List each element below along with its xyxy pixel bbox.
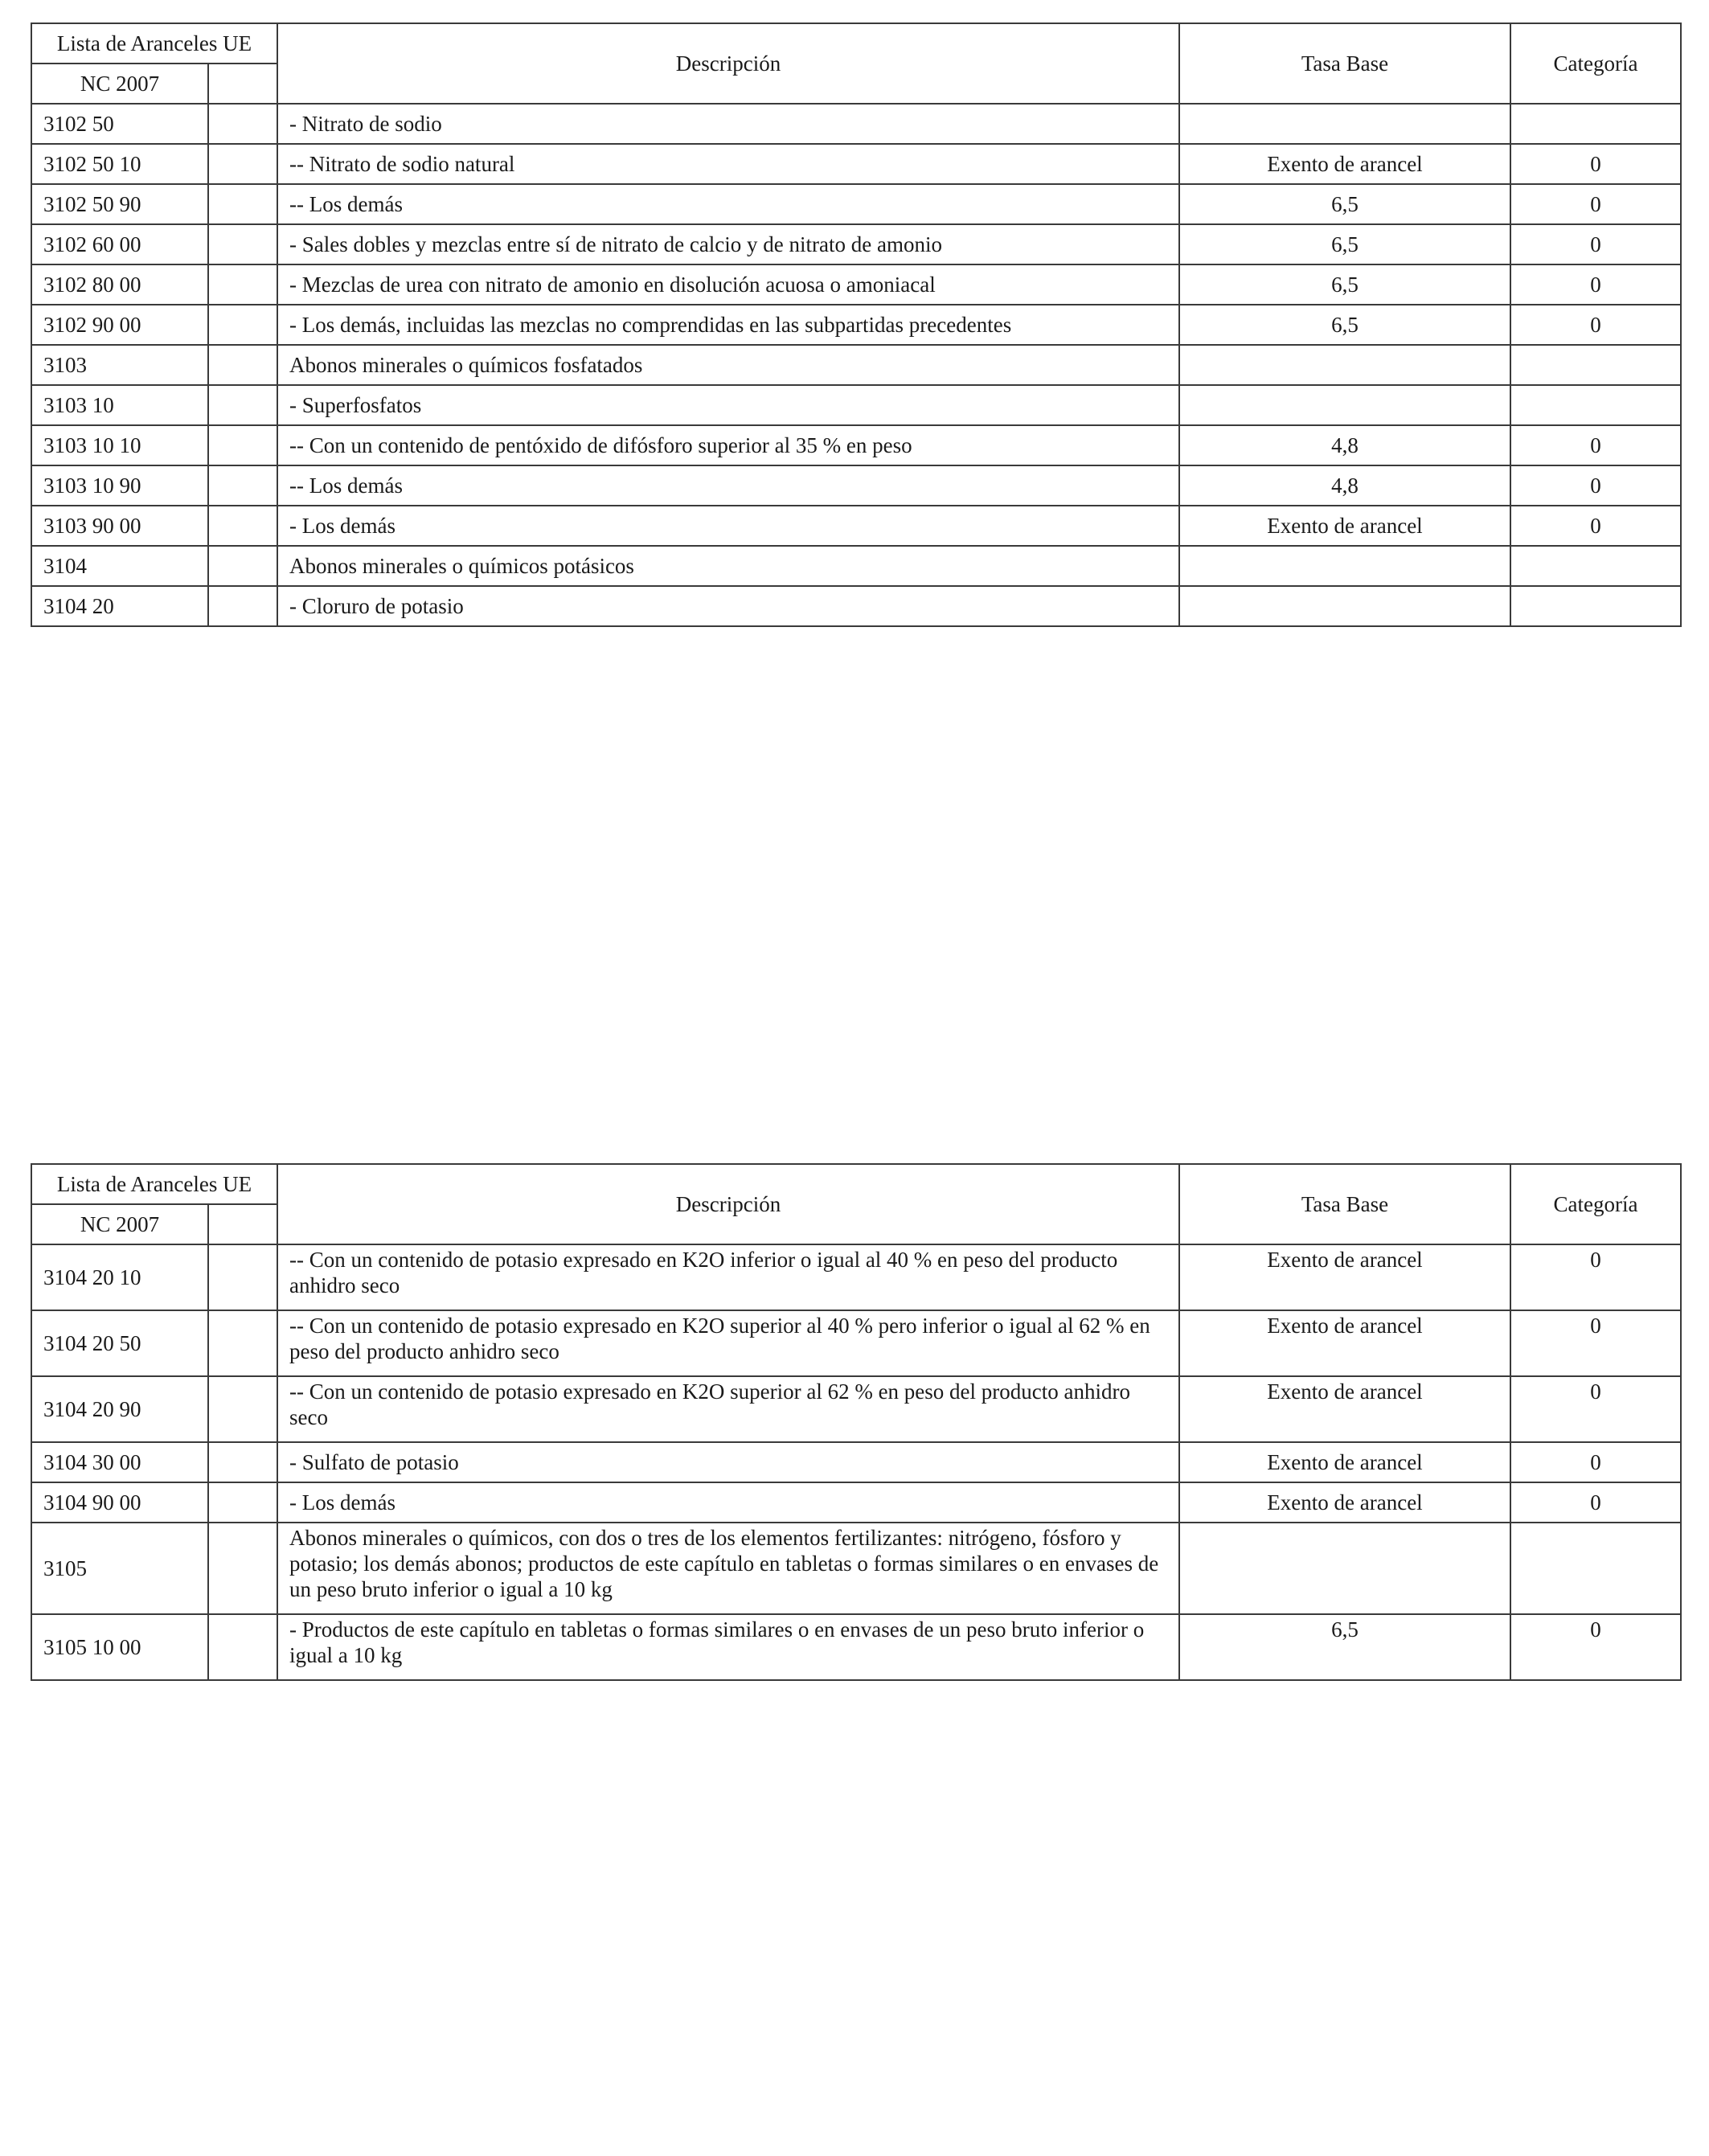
category-cell bbox=[1510, 104, 1681, 144]
empty-cell bbox=[208, 1442, 277, 1482]
description-cell: Abonos minerales o químicos, con dos o tres de los elementos fertilizantes: nitrógeno, fósforo y potasio; los demás abonos; productos de este capítulo en tabletas o formas similares o en envases de un peso bruto inferior o igual a 10 kg bbox=[277, 1523, 1179, 1614]
code-cell: 3102 50 10 bbox=[31, 144, 208, 184]
table-row bbox=[31, 345, 1681, 385]
code-cell: 3103 bbox=[31, 345, 208, 385]
description-cell: - Superfosfatos bbox=[277, 385, 1179, 425]
code-cell: 3104 bbox=[31, 546, 208, 586]
category-cell: 0 bbox=[1510, 224, 1681, 264]
category-cell bbox=[1510, 385, 1681, 425]
code-cell: 3102 90 00 bbox=[31, 305, 208, 345]
code-cell: 3102 80 00 bbox=[31, 264, 208, 305]
header-base-rate: Tasa Base bbox=[1179, 1164, 1510, 1244]
header-category: Categoría bbox=[1510, 23, 1681, 104]
code-cell: 3105 bbox=[31, 1523, 208, 1614]
category-cell: 0 bbox=[1510, 1442, 1681, 1482]
rate-cell: 4,8 bbox=[1179, 465, 1510, 506]
rate-cell bbox=[1179, 104, 1510, 144]
category-cell bbox=[1510, 546, 1681, 586]
code-cell: 3104 20 90 bbox=[31, 1376, 208, 1442]
header-list-label: Lista de Aranceles UE bbox=[31, 1164, 277, 1204]
header-base-rate: Tasa Base bbox=[1179, 23, 1510, 104]
header-list-label: Lista de Aranceles UE bbox=[31, 23, 277, 64]
header-nc-label: NC 2007 bbox=[31, 1204, 208, 1244]
rate-cell: 6,5 bbox=[1179, 305, 1510, 345]
empty-cell bbox=[208, 1244, 277, 1310]
table-row bbox=[31, 104, 1681, 144]
table-row bbox=[31, 586, 1681, 626]
rate-cell: 6,5 bbox=[1179, 264, 1510, 305]
description-cell: - Sulfato de potasio bbox=[277, 1442, 1179, 1482]
category-cell bbox=[1510, 1523, 1681, 1614]
table-row bbox=[31, 546, 1681, 586]
description-cell: -- Los demás bbox=[277, 184, 1179, 224]
header-description: Descripción bbox=[277, 23, 1179, 104]
rate-cell: Exento de arancel bbox=[1179, 1376, 1510, 1442]
empty-cell bbox=[208, 385, 277, 425]
category-cell: 0 bbox=[1510, 506, 1681, 546]
description-cell: - Los demás bbox=[277, 1482, 1179, 1523]
empty-cell bbox=[208, 345, 277, 385]
header-nc-label: NC 2007 bbox=[31, 64, 208, 104]
description-cell: -- Con un contenido de potasio expresado en K2O superior al 40 % pero inferior o igual al 62 % en peso del producto anhidro seco bbox=[277, 1310, 1179, 1376]
rate-cell: 6,5 bbox=[1179, 224, 1510, 264]
empty-cell bbox=[208, 1523, 277, 1614]
tariff-table-1 bbox=[31, 23, 1682, 627]
code-cell: 3102 50 90 bbox=[31, 184, 208, 224]
table-row bbox=[31, 264, 1681, 305]
category-cell: 0 bbox=[1510, 465, 1681, 506]
table-row bbox=[31, 1523, 1681, 1614]
table-row bbox=[31, 224, 1681, 264]
rate-cell: Exento de arancel bbox=[1179, 1310, 1510, 1376]
description-cell: Abonos minerales o químicos fosfatados bbox=[277, 345, 1179, 385]
category-cell: 0 bbox=[1510, 1244, 1681, 1310]
rate-cell bbox=[1179, 345, 1510, 385]
rate-cell: Exento de arancel bbox=[1179, 144, 1510, 184]
category-cell: 0 bbox=[1510, 1310, 1681, 1376]
rate-cell: Exento de arancel bbox=[1179, 506, 1510, 546]
empty-cell bbox=[208, 184, 277, 224]
rate-cell: 6,5 bbox=[1179, 184, 1510, 224]
table-row bbox=[31, 184, 1681, 224]
table-row bbox=[31, 1244, 1681, 1310]
table-row bbox=[31, 425, 1681, 465]
code-cell: 3103 10 bbox=[31, 385, 208, 425]
table-row bbox=[31, 305, 1681, 345]
code-cell: 3104 20 50 bbox=[31, 1310, 208, 1376]
table-row bbox=[31, 465, 1681, 506]
description-cell: -- Con un contenido de pentóxido de difósforo superior al 35 % en peso bbox=[277, 425, 1179, 465]
header-empty-cell bbox=[208, 64, 277, 104]
empty-cell bbox=[208, 1482, 277, 1523]
header-empty-cell bbox=[208, 1204, 277, 1244]
empty-cell bbox=[208, 264, 277, 305]
empty-cell bbox=[208, 546, 277, 586]
table-row bbox=[31, 385, 1681, 425]
rate-cell: Exento de arancel bbox=[1179, 1244, 1510, 1310]
empty-cell bbox=[208, 305, 277, 345]
table-row bbox=[31, 1310, 1681, 1376]
table-row bbox=[31, 506, 1681, 546]
code-cell: 3103 90 00 bbox=[31, 506, 208, 546]
header-row-top bbox=[31, 1164, 1681, 1204]
category-cell: 0 bbox=[1510, 425, 1681, 465]
rate-cell bbox=[1179, 1523, 1510, 1614]
description-cell: - Productos de este capítulo en tabletas o formas similares o en envases de un peso bruto inferior o igual a 10 kg bbox=[277, 1614, 1179, 1680]
rate-cell bbox=[1179, 385, 1510, 425]
code-cell: 3103 10 10 bbox=[31, 425, 208, 465]
empty-cell bbox=[208, 144, 277, 184]
category-cell bbox=[1510, 586, 1681, 626]
code-cell: 3104 90 00 bbox=[31, 1482, 208, 1523]
category-cell: 0 bbox=[1510, 1376, 1681, 1442]
description-cell: - Los demás bbox=[277, 506, 1179, 546]
description-cell: - Cloruro de potasio bbox=[277, 586, 1179, 626]
category-cell: 0 bbox=[1510, 305, 1681, 345]
code-cell: 3104 20 bbox=[31, 586, 208, 626]
code-cell: 3104 20 10 bbox=[31, 1244, 208, 1310]
empty-cell bbox=[208, 506, 277, 546]
rate-cell bbox=[1179, 546, 1510, 586]
table-row bbox=[31, 144, 1681, 184]
category-cell: 0 bbox=[1510, 1614, 1681, 1680]
description-cell: -- Los demás bbox=[277, 465, 1179, 506]
header-category: Categoría bbox=[1510, 1164, 1681, 1244]
empty-cell bbox=[208, 1376, 277, 1442]
rate-cell: Exento de arancel bbox=[1179, 1482, 1510, 1523]
description-cell: -- Con un contenido de potasio expresado en K2O inferior o igual al 40 % en peso del producto anhidro seco bbox=[277, 1244, 1179, 1310]
description-cell: - Los demás, incluidas las mezclas no comprendidas en las subpartidas precedentes bbox=[277, 305, 1179, 345]
description-cell: - Nitrato de sodio bbox=[277, 104, 1179, 144]
description-cell: -- Con un contenido de potasio expresado en K2O superior al 62 % en peso del producto anhidro seco bbox=[277, 1376, 1179, 1442]
empty-cell bbox=[208, 224, 277, 264]
category-cell: 0 bbox=[1510, 144, 1681, 184]
table-row bbox=[31, 1482, 1681, 1523]
description-cell: - Mezclas de urea con nitrato de amonio en disolución acuosa o amoniacal bbox=[277, 264, 1179, 305]
code-cell: 3102 50 bbox=[31, 104, 208, 144]
category-cell: 0 bbox=[1510, 1482, 1681, 1523]
empty-cell bbox=[208, 104, 277, 144]
category-cell: 0 bbox=[1510, 184, 1681, 224]
code-cell: 3105 10 00 bbox=[31, 1614, 208, 1680]
description-cell: Abonos minerales o químicos potásicos bbox=[277, 546, 1179, 586]
table-row bbox=[31, 1442, 1681, 1482]
description-cell: -- Nitrato de sodio natural bbox=[277, 144, 1179, 184]
rate-cell: Exento de arancel bbox=[1179, 1442, 1510, 1482]
code-cell: 3104 30 00 bbox=[31, 1442, 208, 1482]
empty-cell bbox=[208, 465, 277, 506]
rate-cell bbox=[1179, 586, 1510, 626]
empty-cell bbox=[208, 586, 277, 626]
rate-cell: 4,8 bbox=[1179, 425, 1510, 465]
table-row bbox=[31, 1614, 1681, 1680]
description-cell: - Sales dobles y mezclas entre sí de nitrato de calcio y de nitrato de amonio bbox=[277, 224, 1179, 264]
header-row-top bbox=[31, 23, 1681, 64]
tariff-table-2 bbox=[31, 1163, 1682, 1681]
empty-cell bbox=[208, 425, 277, 465]
table-row bbox=[31, 1376, 1681, 1442]
header-description: Descripción bbox=[277, 1164, 1179, 1244]
code-cell: 3102 60 00 bbox=[31, 224, 208, 264]
rate-cell: 6,5 bbox=[1179, 1614, 1510, 1680]
category-cell bbox=[1510, 345, 1681, 385]
code-cell: 3103 10 90 bbox=[31, 465, 208, 506]
empty-cell bbox=[208, 1310, 277, 1376]
empty-cell bbox=[208, 1614, 277, 1680]
category-cell: 0 bbox=[1510, 264, 1681, 305]
